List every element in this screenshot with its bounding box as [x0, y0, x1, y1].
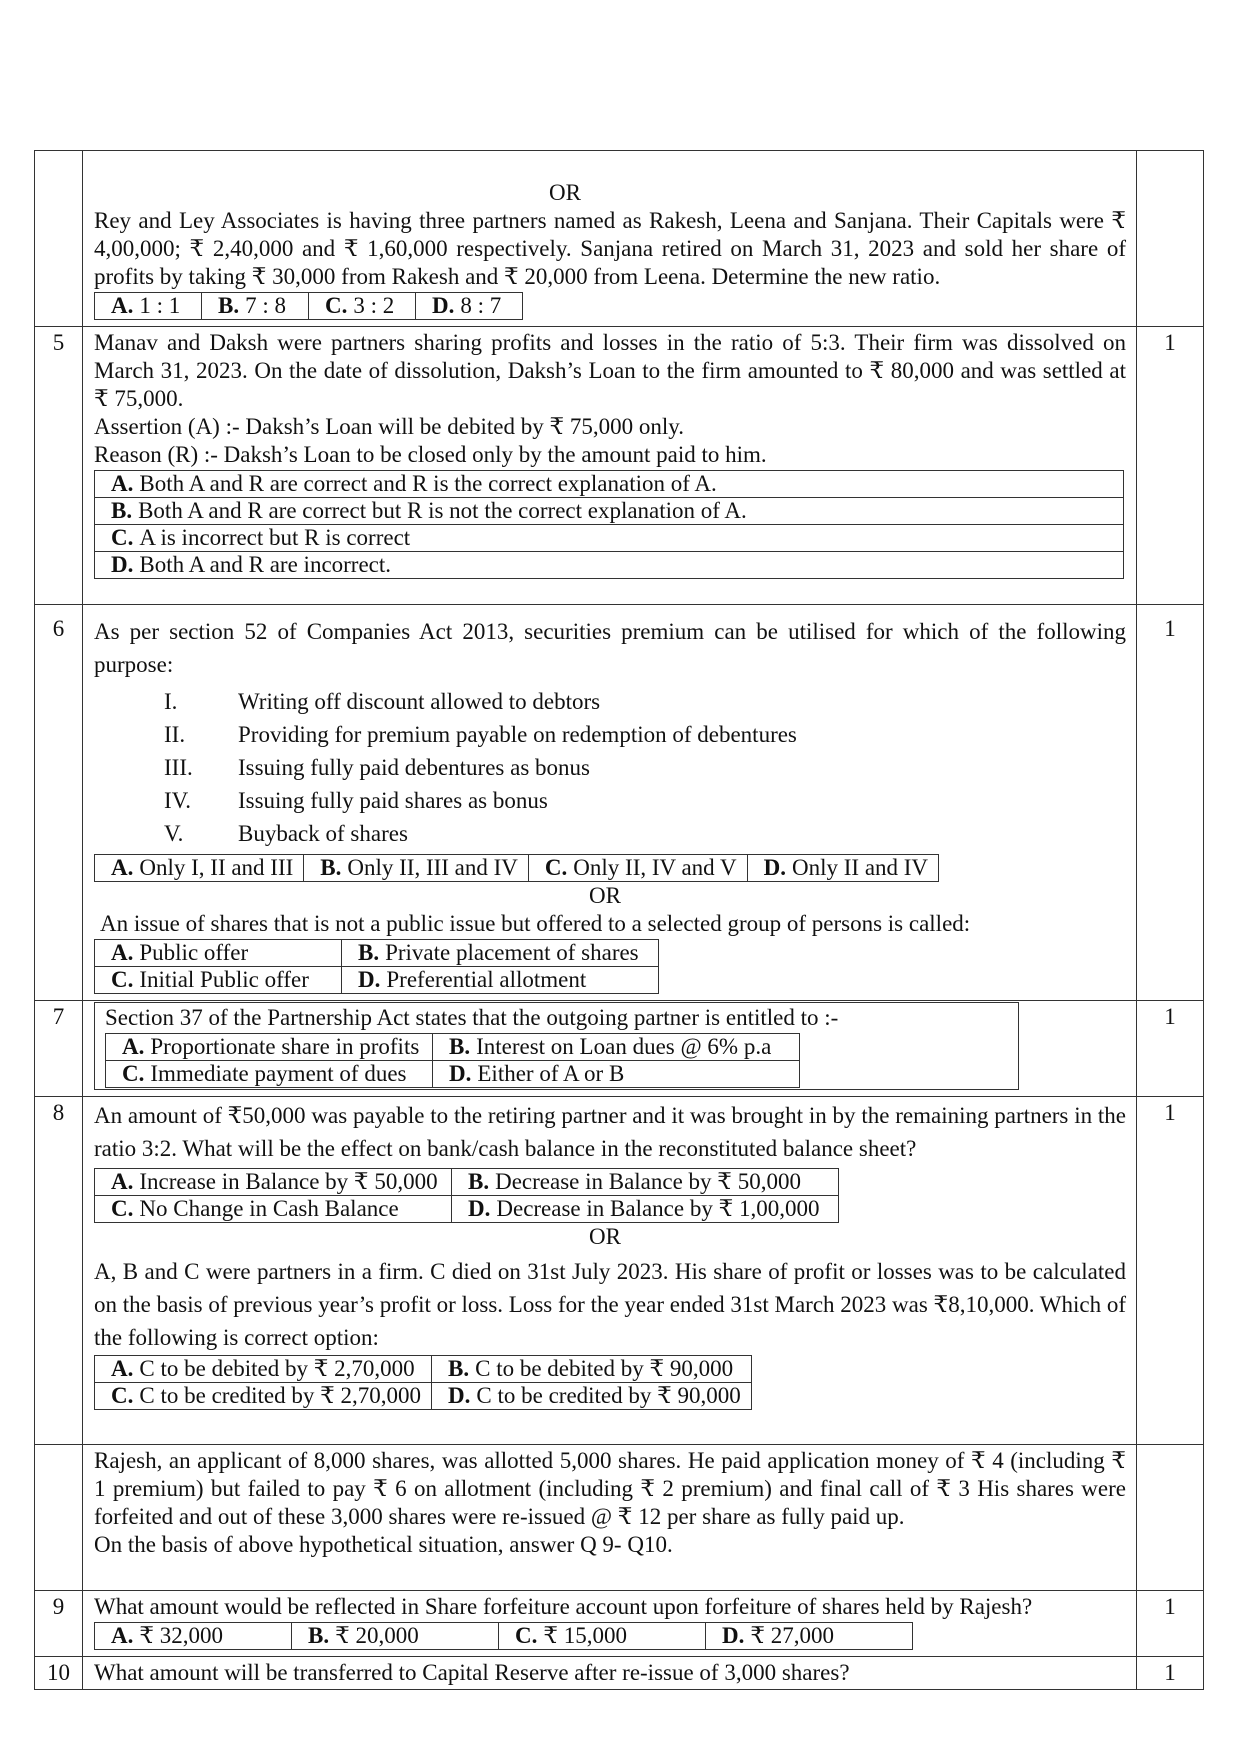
purpose-item: V. Buyback of shares — [164, 821, 408, 846]
question-marks: 1 — [1137, 1001, 1204, 1097]
alt-option-d: D. Preferential allotment — [342, 967, 659, 994]
question-marks: 1 — [1137, 327, 1204, 605]
option-c: C. Only II, IV and V — [528, 855, 747, 882]
question-row-8 — [35, 1097, 1204, 1445]
or-label: OR — [589, 1224, 621, 1249]
question-marks — [1137, 151, 1204, 327]
question-text: What amount would be reflected in Share forfeiture account upon forfeiture of shares held by Rajesh? — [94, 1594, 1033, 1619]
question-marks — [1137, 1445, 1204, 1591]
assertion-text: Assertion (A) :- Daksh’s Loan will be debited by ₹ 75,000 only. — [94, 414, 684, 439]
reason-text: Reason (R) :- Daksh’s Loan to be closed only by the amount paid to him. — [94, 442, 767, 467]
question-marks: 1 — [1137, 1657, 1204, 1690]
option-b: B. Decrease in Balance by ₹ 50,000 — [452, 1169, 839, 1196]
option-d: D. Decrease in Balance by ₹ 1,00,000 — [452, 1196, 839, 1223]
question-text: Manav and Daksh were partners sharing profits and losses in the ratio of 5:3. Their firm was dissolved on March 31, 2023. On the date of dissolution, Daksh’s Loan to the firm amounted to ₹ 80,000 and was settled at ₹ 75,000. — [94, 330, 1126, 411]
question-text: Section 37 of the Partnership Act states that the outgoing partner is entitled to :- — [105, 1005, 839, 1030]
option-a: A. Only I, II and III — [95, 855, 304, 882]
question-marks: 1 — [1137, 1591, 1204, 1657]
option-b: B. ₹ 20,000 — [292, 1623, 499, 1650]
question-text: As per section 52 of Companies Act 2013, securities premium can be utilised for which of the following purpose: — [94, 619, 1126, 677]
question-text: An amount of ₹50,000 was payable to the retiring partner and it was brought in by the remaining partners in the ratio 3:2. What will be the effect on bank/cash balance in the reconstituted balance sheet? — [94, 1103, 1126, 1161]
alt-option-c: C. Initial Public offer — [95, 967, 342, 994]
question-number: 5 — [35, 327, 83, 605]
option-c: C. No Change in Cash Balance — [95, 1196, 452, 1223]
question-row-6 — [35, 605, 1204, 1001]
question-text: What amount will be transferred to Capital Reserve after re-issue of 3,000 shares? — [94, 1660, 850, 1685]
alt-option-b: B. C to be debited by ₹ 90,000 — [432, 1356, 752, 1383]
question-row-5 — [35, 327, 1204, 605]
options-row — [94, 854, 939, 882]
options-row — [94, 1622, 913, 1650]
option-d: D. ₹ 27,000 — [706, 1623, 913, 1650]
option-a: A. ₹ 32,000 — [95, 1623, 292, 1650]
alt-option-a: A. C to be debited by ₹ 2,70,000 — [95, 1356, 432, 1383]
question-box — [94, 1002, 1019, 1090]
question-row-9 — [35, 1591, 1204, 1657]
question-row-4-or — [35, 151, 1204, 327]
question-marks: 1 — [1137, 1097, 1204, 1445]
question-body — [83, 1001, 1137, 1097]
question-paper-page — [34, 150, 1204, 1690]
purpose-item: II. Providing for premium payable on redemption of debentures — [164, 722, 797, 747]
purpose-list — [164, 685, 1126, 850]
options-grid — [105, 1033, 800, 1088]
alt-question-text: An issue of shares that is not a public issue but offered to a selected group of persons is called: — [100, 911, 971, 936]
case-instruction: On the basis of above hypothetical situation, answer Q 9- Q10. — [94, 1532, 673, 1557]
question-row-7 — [35, 1001, 1204, 1097]
alt-options-grid — [94, 939, 659, 994]
question-body — [83, 151, 1137, 327]
question-body — [83, 1097, 1137, 1445]
option-c: C. 3 : 2 — [309, 293, 416, 320]
option-c: C. ₹ 15,000 — [499, 1623, 706, 1650]
option-b: B. 7 : 8 — [202, 293, 309, 320]
option-d: D. 8 : 7 — [416, 293, 523, 320]
question-number: 7 — [35, 1001, 83, 1097]
option-c: C. Immediate payment of dues — [106, 1061, 433, 1088]
or-label: OR — [549, 180, 581, 205]
question-number: 8 — [35, 1097, 83, 1445]
case-passage-row — [35, 1445, 1204, 1591]
alt-option-b: B. Private placement of shares — [342, 940, 659, 967]
option-b: B. Only II, III and IV — [304, 855, 529, 882]
purpose-item: IV. Issuing fully paid shares as bonus — [164, 788, 548, 813]
options-grid — [94, 1168, 839, 1223]
option-d: D. Either of A or B — [433, 1061, 800, 1088]
case-text: Rajesh, an applicant of 8,000 shares, was allotted 5,000 shares. He paid application money of ₹ 4 (including ₹ 1 premium) but failed to pay ₹ 6 on allotment (including ₹ 2 premium) and final call of ₹ 3 His shares were forfeited and out of these 3,000 shares were re-issued @ ₹ 12 per share as fully paid up. — [94, 1448, 1126, 1529]
option-a: A. Proportionate share in profits — [106, 1034, 433, 1061]
option-b: B. Both A and R are correct but R is not the correct explanation of A. — [95, 498, 1124, 525]
purpose-item: I. Writing off discount allowed to debtors — [164, 689, 601, 714]
option-d: D. Only II and IV — [747, 855, 938, 882]
options-list — [94, 470, 1124, 579]
alt-options-grid — [94, 1355, 752, 1410]
or-label: OR — [589, 883, 621, 908]
option-c: C. A is incorrect but R is correct — [95, 525, 1124, 552]
alt-question-text: A, B and C were partners in a firm. C died on 31st July 2023. His share of profit or losses was to be calculated on the basis of previous year’s profit or loss. Loss for the year ended 31st March 2023 was ₹8,10,000. Which of the following is correct option: — [94, 1259, 1126, 1350]
question-number: 10 — [35, 1657, 83, 1690]
question-number: 6 — [35, 605, 83, 1001]
purpose-item: III. Issuing fully paid debentures as bonus — [164, 755, 590, 780]
option-a: A. 1 : 1 — [95, 293, 202, 320]
question-number — [35, 1445, 83, 1591]
option-a: A. Both A and R are correct and R is the correct explanation of A. — [95, 471, 1124, 498]
alt-option-c: C. C to be credited by ₹ 2,70,000 — [95, 1383, 432, 1410]
options-row — [94, 292, 523, 320]
question-body — [83, 1591, 1137, 1657]
alt-option-a: A. Public offer — [95, 940, 342, 967]
question-body — [83, 1657, 1137, 1690]
option-a: A. Increase in Balance by ₹ 50,000 — [95, 1169, 452, 1196]
question-row-10 — [35, 1657, 1204, 1690]
question-body — [83, 327, 1137, 605]
case-passage — [83, 1445, 1137, 1591]
option-b: B. Interest on Loan dues @ 6% p.a — [433, 1034, 800, 1061]
question-number — [35, 151, 83, 327]
question-body — [83, 605, 1137, 1001]
question-text: Rey and Ley Associates is having three partners named as Rakesh, Leena and Sanjana. Their Capitals were ₹ 4,00,000; ₹ 2,40,000 and ₹ 1,60,000 respectively. Sanjana retired on March 31, 2023 and sold her share of profits by taking ₹ 30,000 from Rakesh and ₹ 20,000 from Leena. Determine the new ratio. — [94, 208, 1126, 289]
question-number: 9 — [35, 1591, 83, 1657]
question-marks: 1 — [1137, 605, 1204, 1001]
option-d: D. Both A and R are incorrect. — [95, 552, 1124, 579]
alt-option-d: D. C to be credited by ₹ 90,000 — [432, 1383, 752, 1410]
questions-table — [34, 150, 1204, 1690]
